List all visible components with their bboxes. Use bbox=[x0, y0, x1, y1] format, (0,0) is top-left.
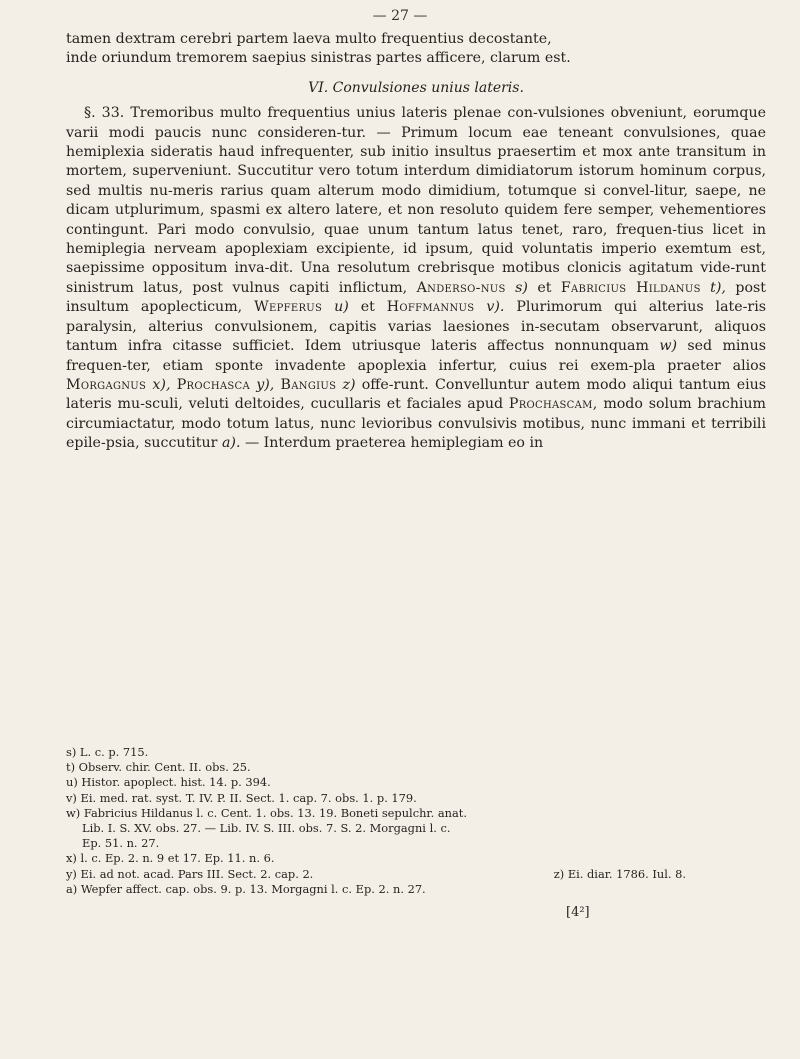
footnotes bbox=[66, 745, 766, 897]
section-paragraph bbox=[66, 104, 766, 453]
para-part-e: modo solum brachium circumiactatur, modo totum latus, nunc levioribus convulsivis motibus, nunc immani et terribili epile-psia, succutitur bbox=[66, 396, 767, 452]
footnote-ref-a: a). bbox=[221, 435, 241, 452]
footnote-ref-s: s) bbox=[515, 279, 528, 296]
text-fragment: et bbox=[360, 299, 375, 316]
footnote-ref-u: u) bbox=[334, 299, 349, 316]
author-wepferus: Wepferus bbox=[254, 299, 323, 316]
footnote-v: v) Ei. med. rat. syst. T. IV. P. II. Sect. 1. cap. 7. obs. 1. p. 179. bbox=[66, 790, 417, 805]
footnote-t: t) Observ. chir. Cent. II. obs. 25. bbox=[66, 760, 251, 775]
footnote-y: y) Ei. ad not. acad. Pars III. Sect. 2. cap. 2. bbox=[66, 866, 314, 881]
footnote-ref-w: w) bbox=[659, 338, 677, 355]
footnote-ref-x: x), bbox=[152, 376, 171, 393]
footnote-s: s) L. c. p. 715. bbox=[66, 745, 149, 759]
para-part-a: §. 33. Tremoribus multo frequentius unius lateris plenae con-vulsiones obveniunt, eorumque varii modi paucis nunc consideren-tur. — Primum locum eae teneant convulsiones, quae hemiplexia sideratis haud infrequenter, sub initio insultus praesertim et mox ante transitum in mortem, superveniunt. Succutitur vero totum interdum dimidiatorum istorum hominum corpus, sed multis nu-meris rarius quam alterum modo dimidium, totumque si convel-litur, saepe, ne dicam utplurimum, spasmi ex altero latere, et non resoluto quidem fere semper, vehementiores contingunt. Pari modo convulsio, quae unum tantum latus tenet, raro, frequen-tius licet in hemiplegia nerveam apoplexiam excipiente, id ipsum, quid voluntatis imperio exemtum est, saepissime oppositum inva-dit. Una resolutum crebrisque motibus clonicis agitatum vide-runt sinistrum latus, post vulnus capiti inflictum, bbox=[66, 105, 766, 296]
para-part-b: Plurimorum qui alterius late-ris paralysin, alterius convulsionem, capitis varias laesiones in-secutam observarunt, aliquos tantum infra citasse sufficiet. Idem utriusque lateris affectus nonnunquam bbox=[66, 299, 767, 355]
page-number: — 27 — bbox=[372, 8, 428, 24]
author-bangius: Bangius bbox=[280, 376, 337, 393]
footnote-ref-y: y), bbox=[256, 376, 275, 393]
text-line-2: inde oriundum tremorem saepius sinistras partes afficere, clarum est. bbox=[66, 50, 571, 67]
signature-mark: [4²] bbox=[566, 905, 590, 920]
section-heading: VI. Convulsiones unius lateris. bbox=[308, 79, 524, 96]
footnote-ref-z: z) bbox=[342, 376, 356, 393]
author-morgagnus: Morgagnus bbox=[66, 376, 147, 393]
author-prochasca: Prochasca bbox=[176, 376, 250, 393]
para-part-f: — Interdum praeterea hemiplegiam eo in bbox=[244, 435, 544, 452]
para-part-d: offe-runt. Convelluntur autem modo aliqui tantum eius lateris mu-sculi, veluti deltoides, cucullaris et faciales apud bbox=[66, 376, 767, 413]
footnote-x: x) l. c. Ep. 2. n. 9 et 17. Ep. 11. n. 6. bbox=[66, 851, 275, 866]
footnote-a: a) Wepfer affect. cap. obs. 9. p. 13. Morgagni l. c. Ep. 2. n. 27. bbox=[66, 881, 426, 896]
author-prochascam: Prochascam, bbox=[508, 396, 598, 413]
main-text bbox=[66, 30, 766, 454]
author-fabricius: Fabricius Hildanus bbox=[560, 279, 701, 296]
text-fragment: post insultum apoplecticum, bbox=[66, 279, 766, 316]
footnote-yz-row bbox=[66, 867, 766, 882]
text-fragment: et bbox=[537, 279, 552, 296]
footnote-w-line1: w) Fabricius Hildanus l. c. Cent. 1. obs. 13. 19. Boneti sepulchr. anat. bbox=[66, 805, 467, 820]
footnote-ref-t: t), bbox=[710, 279, 726, 296]
author-hoffmannus: Hoffmannus bbox=[386, 299, 475, 316]
footnote-u: u) Histor. apoplect. hist. 14. p. 394. bbox=[66, 775, 271, 790]
para-part-c: sed minus frequen-ter, etiam sponte invadente apoplexia infertur, cuius rei exem-pla praeter alios bbox=[66, 338, 766, 374]
footnote-z: z) Ei. diar. 1786. Iul. 8. bbox=[553, 866, 686, 881]
footnote-w-line3: Ep. 51. n. 27. bbox=[82, 836, 160, 851]
footnote-w-line2: Lib. I. S. XV. obs. 27. — Lib. IV. S. III. obs. 7. S. 2. Morgagni l. c. bbox=[82, 821, 451, 836]
text-line-1: tamen dextram cerebri partem laeva multo frequentius decostante, bbox=[66, 31, 552, 47]
footnote-ref-v: v). bbox=[486, 299, 505, 316]
author-anderson: Anderso-nus bbox=[416, 279, 506, 296]
